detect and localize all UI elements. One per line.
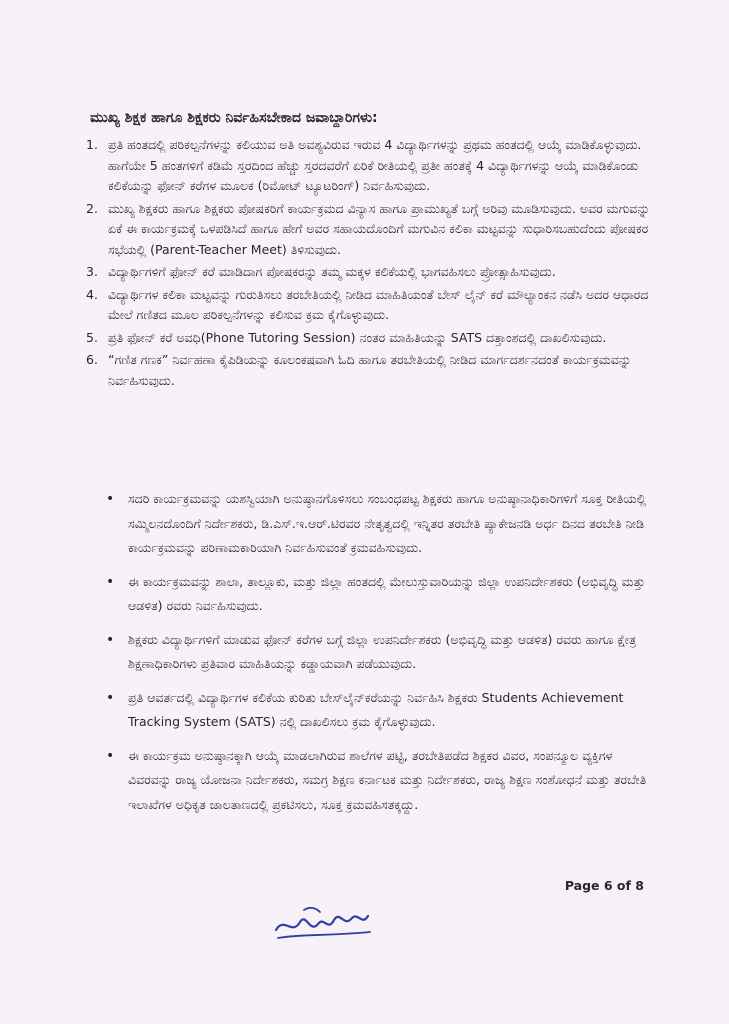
list-item bbox=[86, 135, 654, 197]
item-number: 5. bbox=[86, 329, 98, 345]
bullet-text: ಶಿಕ್ಷಕರು ವಿದ್ಯಾರ್ಥಿಗಳಿಗೆ ಮಾಡುವ ಫೋನ್ ಕರೆಗಳ ಬಗ್ಗೆ ಜಿಲ್ಲಾ ಉಪನಿರ್ದೇಶಕರು (ಅಭಿವೃದ್ಧಿ ಮತ್ತು ಆಡಳಿತ) ರವರು ಹಾಗೂ ಕ್ಷೇತ್ರ ಶಿಕ್ಷಣಾಧಿಕಾರಿಗಳು ಪ್ರತಿವಾರ ಮಾಹಿತಿಯನ್ನು ಕಡ್ಡಾಯವಾಗಿ ಪಡೆಯುವುದು. bbox=[128, 631, 637, 671]
list-item bbox=[86, 328, 654, 349]
item-text: “ಗಣಿತ ಗಣಕ” ನಿರ್ವಹಣಾ ಕೈಪಿಡಿಯನ್ನು ಕೂಲಂಕಷವಾಗಿ ಓದಿ ಹಾಗೂ ತರಬೇತಿಯಲ್ಲಿ ನೀಡಿದ ಮಾರ್ಗದರ್ಶನದಂತೆ ಕಾರ್ಯಕ್ರಮವನ್ನು ನಿರ್ವಹಿಸುವುದು. bbox=[108, 352, 632, 388]
list-item bbox=[86, 350, 654, 391]
bullet-item bbox=[104, 744, 656, 818]
responsibility-list bbox=[86, 135, 654, 393]
signature-icon bbox=[270, 898, 380, 952]
list-item bbox=[86, 262, 654, 283]
item-text: ವಿದ್ಯಾರ್ಥಿಗಳ ಕಲಿಕಾ ಮಟ್ಟವನ್ನು ಗುರುತಿಸಲು ತರಬೇತಿಯಲ್ಲಿ ನೀಡಿದ ಮಾಹಿತಿಯಂತೆ ಬೇಸ್ ಲೈನ್ ಕರೆ ಮೌಲ್ಯಾಂಕನ ನಡೆಸಿ ಅದರ ಆಧಾರದ ಮೇಲೆ ಗಣಿತದ ಮೂಲ ಪರಿಕಲ್ಪನೆಗಳನ್ನು ಕಲಿಸುವ ಕ್ರಮ ಕೈಗೊಳ್ಳುವುದು. bbox=[108, 286, 649, 322]
item-number: 3. bbox=[86, 264, 98, 279]
bullet-item bbox=[104, 628, 656, 677]
item-text: ಮುಖ್ಯ ಶಿಕ್ಷಕರು ಹಾಗೂ ಶಿಕ್ಷಕರು ಪೋಷಕರಿಗೆ ಕಾರ್ಯಕ್ರಮದ ವಿನ್ಯಾಸ ಹಾಗೂ ಪ್ರಾಮುಖ್ಯತೆ ಬಗ್ಗೆ ಅರಿವು ಮೂಡಿಸುವುದು. ಅವರ ಮಗುವನ್ನು ಏಕೆ ಈ ಕಾರ್ಯಕ್ರಮಕ್ಕೆ ಒಳಪಡಿಸಿದೆ ಹಾಗೂ ಹೇಗೆ ಅವರ ಸಹಾಯದೊಂದಿಗೆ ಮಗುವಿನ ಕಲಿಕಾ ಮಟ್ಟವನ್ನು ಸುಧಾರಿಸಬಹುದೆಂದು ಪೋಷಕರ ಸಭೆಯಲ್ಲಿ (Parent-Teacher Meet) ತಿಳಿಸುವುದು. bbox=[108, 200, 650, 257]
section-heading: ಮುಖ್ಯ ಶಿಕ್ಷಕ ಹಾಗೂ ಶಿಕ್ಷಕರು ನಿರ್ವಹಿಸಬೇಕಾದ ಜವಾಬ್ದಾರಿಗಳು: bbox=[90, 110, 378, 126]
page-number: Page 6 of 8 bbox=[564, 878, 644, 893]
bullet-item bbox=[104, 686, 656, 735]
bullet-text: ಈ ಕಾರ್ಯಕ್ರಮ ಅನುಷ್ಠಾನಕ್ಕಾಗಿ ಆಯ್ಕೆ ಮಾಡಲಾಗಿರುವ ಶಾಲೆಗಳ ಪಟ್ಟಿ, ತರಬೇತಿಪಡೆದ ಶಿಕ್ಷಕರ ವಿವರ, ಸಂಪನ್ಮೂಲ ವ್ಯಕ್ತಿಗಳ ವಿವರವನ್ನು ರಾಜ್ಯ ಯೋಜನಾ ನಿರ್ದೇಶಕರು, ಸಮಗ್ರ ಶಿಕ್ಷಣ ಕರ್ನಾಟಕ ಮತ್ತು ನಿರ್ದೇಶಕರು, ರಾಜ್ಯ ಶಿಕ್ಷಣ ಸಂಶೋಧನೆ ಮತ್ತು ತರಬೇತಿ ಇಲಾಖೆಗಳ ಅಧಿಕೃತ ಜಾಲತಾಣದಲ್ಲಿ ಪ್ರಕಟಿಸಲು, ಸೂಕ್ತ ಕ್ರಮವಹಿಸತಕ್ಕದ್ದು. bbox=[128, 747, 647, 812]
item-number: 6. bbox=[86, 352, 98, 367]
bullet-text: ಈ ಕಾರ್ಯಕ್ರಮವನ್ನು ಶಾಲಾ, ತಾಲ್ಲೂಕು, ಮತ್ತು ಜಿಲ್ಲಾ ಹಂತದಲ್ಲಿ ಮೇಲುಸ್ತುವಾರಿಯನ್ನು ಜಿಲ್ಲಾ ಉಪನಿರ್ದೇಶಕರು (ಅಭಿವೃದ್ಧಿ ಮತ್ತು ಆಡಳಿತ) ರವರು ನಿರ್ವಹಿಸುವುದು. bbox=[128, 573, 646, 613]
item-text: ಪ್ರತಿ ಫೋನ್ ಕರೆ ಅವಧಿ(Phone Tutoring Session) ನಂತರ ಮಾಹಿತಿಯನ್ನು SATS ದತ್ತಾಂಶದಲ್ಲಿ ದಾಖಲಿಸುವುದು. bbox=[108, 329, 607, 345]
bullet-icon: • bbox=[106, 747, 115, 764]
list-item bbox=[86, 199, 654, 261]
bullet-item bbox=[104, 570, 656, 619]
bullet-icon: • bbox=[106, 491, 115, 507]
bullet-icon: • bbox=[106, 573, 115, 590]
bullet-list bbox=[104, 487, 656, 826]
bullet-icon: • bbox=[106, 689, 115, 706]
item-number: 4. bbox=[86, 286, 98, 302]
bullet-text: ಸದರಿ ಕಾರ್ಯಕ್ರಮವನ್ನು ಯಶಸ್ವಿಯಾಗಿ ಅನುಷ್ಠಾನಗೊಳಿಸಲು ಸಂಬಂಧಪಟ್ಟ ಶಿಕ್ಷಕರು ಹಾಗೂ ಅನುಷ್ಠಾನಾಧಿಕಾರಿಗಳಿಗೆ ಸೂಕ್ತ ರೀತಿಯಲ್ಲಿ ಸಮ್ಮಿಲನದೊಂದಿಗೆ ನಿರ್ದೇಶಕರು, ಡಿ.ಎಸ್.ಇ.ಆರ್.ಟಿರವರ ನೇತೃತ್ವದಲ್ಲಿ ಇನ್ನಿತರ ತರಬೇತಿ ಪ್ಯಾಕೇಜನಡಿ ಅರ್ಧ ದಿನದ ತರಬೇತಿ ನೀಡಿ ಕಾರ್ಯಕ್ರಮವನ್ನು ಪರಿಣಾಮಕಾರಿಯಾಗಿ ನಿರ್ವಹಿಸುವಂತೆ ಕ್ರಮವಹಿಸುವುದು. bbox=[128, 491, 647, 555]
list-item bbox=[86, 285, 654, 326]
item-text: ಪ್ರತಿ ಹಂತದಲ್ಲಿ ಪರಿಕಲ್ಪನೆಗಳನ್ನು ಕಲಿಯುವ ಅತಿ ಅವಶ್ಯವಿರುವ ಇರುವ 4 ವಿದ್ಯಾರ್ಥಿಗಳನ್ನು ಪ್ರಥಮ ಹಂತದಲ್ಲಿ ಆಯ್ಕೆ ಮಾಡಿಕೊಳ್ಳುವುದು. ಹಾಗೆಯೇ 5 ಹಂತಗಳಿಗೆ ಕಡಿಮೆ ಸ್ತರದಿಂದ ಹೆಚ್ಚು ಸ್ತರದವರೆಗೆ ಏರಿಕೆ ರೀತಿಯಲ್ಲಿ ಪ್ರತೀ ಹಂತಕ್ಕೆ 4 ವಿದ್ಯಾರ್ಥಿಗಳನ್ನು ಆಯ್ಕೆ ಮಾಡಿಕೊಂಡು ಕಲಿಕೆಯನ್ನು ಫೋನ್ ಕರೆಗಳ ಮೂಲಕ (ರಿಮೋಟ್ ಟ್ಯೂಟರಿಂಗ್) ನಿರ್ವಹಿಸುವುದು. bbox=[108, 137, 642, 193]
item-number: 2. bbox=[86, 200, 98, 216]
bullet-item bbox=[104, 487, 656, 561]
bullet-icon: • bbox=[106, 631, 115, 648]
item-text: ವಿದ್ಯಾರ್ಥಿಗಳಿಗೆ ಫೋನ್ ಕರೆ ಮಾಡಿದಾಗ ಪೋಷಕರನ್ನು ತಮ್ಮ ಮಕ್ಕಳ ಕಲಿಕೆಯಲ್ಲಿ ಭಾಗವಹಿಸಲು ಪ್ರೋತ್ಸಾಹಿಸುವುದು. bbox=[108, 264, 556, 279]
item-number: 1. bbox=[86, 137, 98, 152]
bullet-text: ಪ್ರತಿ ಆವರ್ತದಲ್ಲಿ ವಿದ್ಯಾರ್ಥಿಗಳ ಕಲಿಕೆಯ ಕುರಿತು ಬೇಸ್‌ಲೈನ್‌ಕರೆಯನ್ನು ನಿರ್ವಹಿಸಿ ಶಿಕ್ಷಕರು Students Achievement Tracking System (SATS) ನಲ್ಲಿ ದಾಖಲಿಸಲು ಕ್ರಮ ಕೈಗೊಳ್ಳುವುದು. bbox=[128, 689, 624, 729]
